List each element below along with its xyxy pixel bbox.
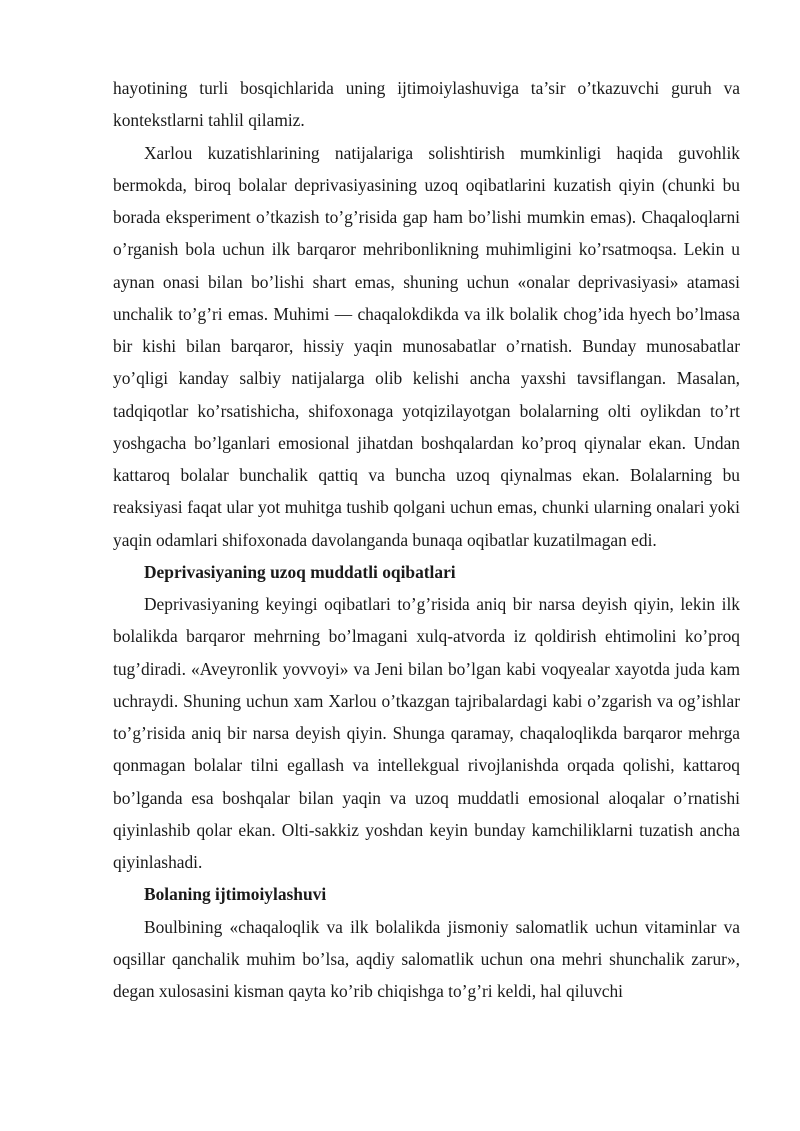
paragraph-continuation: hayotining turli bosqichlarida uning ijtimoiylashuviga ta’sir o’tkazuvchi guruh va kontekstlarni tahlil qilamiz.: [113, 78, 740, 131]
document-page: [113, 72, 740, 1007]
section-heading-long-term-effects: Deprivasiyaning uzoq muddatli oqibatlari: [144, 561, 456, 582]
paragraph-harlow-observations: Xarlou kuzatishlarining natijalariga solishtirish mumkinligi haqida guvohlik bermokda, biroq bolalar deprivasiyasining uzoq oqibatlarini kuzatish qiyin (chunki bu borada eksperiment o’tkazish to’g’risida gap ham bo’lishi mumkin emas). Chaqaloqlarni o’rganish bola uchun ilk barqaror mehribonlikning muhimligini ko’rsatmoqsa. Lekin u aynan onasi bilan bo’lishi shart emas, shuning uchun «onalar deprivasiyasi» atamasi unchalik to’g’ri emas. Muhimi — chaqalokdikda va ilk bolalik chog’ida hyech bo’lmasa bir kishi bilan barqaror, hissiy yaqin munosabatlar o’rnatish. Bunday munosabatlar yo’qligi kanday salbiy natijalarga olib kelishi ancha yaxshi tavsiflangan. Masalan, tadqiqotlar ko’rsatishicha, shifoxonaga yotqizilayotgan bolalarning olti oylikdan to’rt yoshgacha bo’lganlari emosional jihatdan boshqalardan ko’proq qiynalar ekan. Undan kattaroq bolalar bunchalik qattiq va buncha uzoq qiynalmas ekan. Bolalarning bu reaksiyasi faqat ular yot muhitga tushib qolgani uchun emas, chunki ularning onalari yoki yaqin odamlari shifoxonada davolanganda bunaqa oqibatlar kuzatilmagan edi.: [113, 142, 740, 550]
section-heading-socialization: Bolaning ijtimoiylashuvi: [144, 884, 327, 905]
paragraph-bowlby: Boulbining «chaqaloqlik va ilk bolalikda jismoniy salomatlik uchun vitaminlar va oqsillar qanchalik muhim bo’lsa, aqdiy salomatlik uchun ona mehri shunchalik zarur», degan xulosasini kisman qayta ko’rib chiqishga to’g’ri keldi, hal qiluvchi: [113, 916, 740, 1001]
paragraph-deprivation-effects: Deprivasiyaning keyingi oqibatlari to’g’risida aniq bir narsa deyish qiyin, lekin ilk bolalikda barqaror mehrning bo’lmagani xulq-atvorda iz qoldirish ehtimolini ko’proq tug’diradi. «Aveyronlik yovvoyi» va Jeni bilan bo’lgan kabi voqyealar xayotda juda kam uchraydi. Shuning uchun xam Xarlou o’tkazgan tajribalardagi kabi o’zgarish va og’ishlar to’g’risida aniq bir narsa deyish qiyin. Shunga qaramay, chaqaloqlikda barqaror mehrga qonmagan bolalar tilni egallash va intellekgual rivojlanishda orqada qolishi, kattaroq bo’lganda esa boshqalar bilan yaqin va uzoq muddatli emosional aloqalar o’rnatishi qiyinlashib qolar ekan. Olti-sakkiz yoshdan keyin bunday kamchiliklarni tuzatish ancha qiyinlashadi.: [113, 594, 740, 872]
